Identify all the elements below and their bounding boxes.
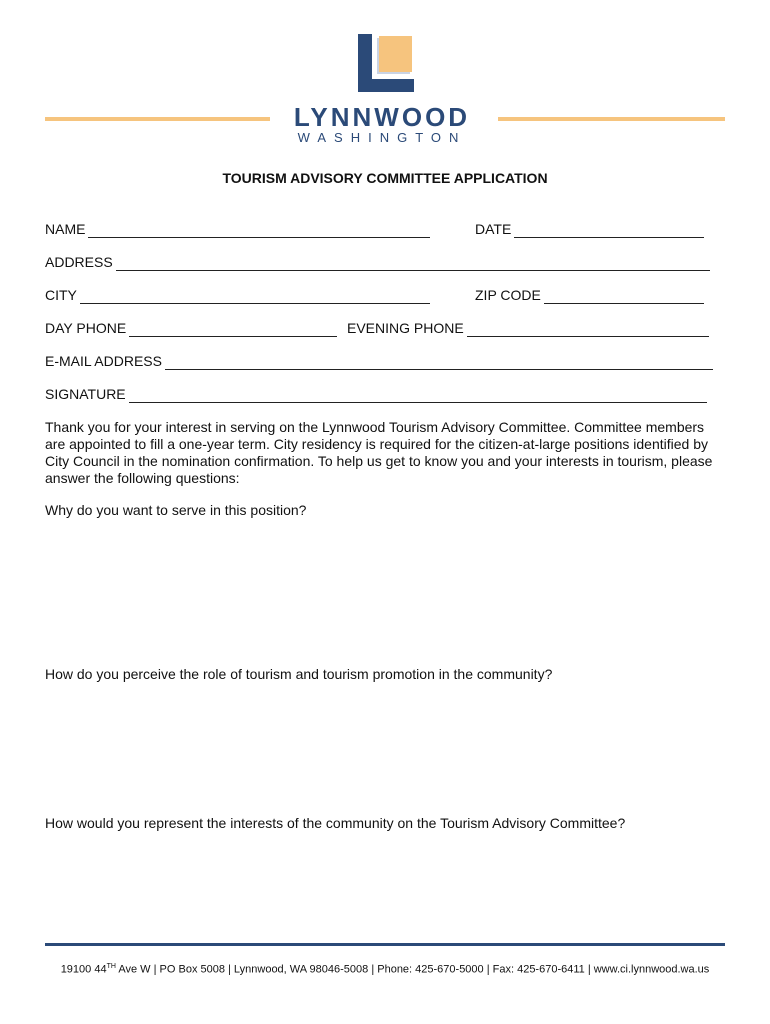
footer-rule — [45, 943, 725, 946]
evening-phone-field[interactable] — [347, 319, 709, 337]
city-field[interactable] — [45, 286, 430, 304]
address-field[interactable] — [45, 253, 710, 271]
logo-subtitle: WASHINGTON — [297, 130, 467, 145]
intro-paragraph: Thank you for your interest in serving on the Lynnwood Tourism Advisory Committee. Committee members are appointed to fill a one-year term. City residency is required for the citizen-at-large positions identified by City Council in the nomination confirmation. To help us get to know you and your interests in tourism, please answer the following questions: — [45, 419, 713, 486]
day-phone-field[interactable] — [45, 319, 337, 337]
name-label: NAME — [45, 221, 86, 237]
question-3: How would you represent the interests of the community on the Tourism Advisory Committee? — [45, 815, 626, 831]
name-line[interactable] — [88, 222, 430, 238]
question-1: Why do you want to serve in this position? — [45, 502, 307, 518]
answer-area-1[interactable] — [45, 525, 725, 655]
logo-name: LYNNWOOD — [293, 102, 471, 132]
footer-address-pre: 19100 44 — [60, 963, 107, 976]
date-line[interactable] — [514, 222, 704, 238]
answer-area-3[interactable] — [45, 838, 725, 933]
answer-area-2[interactable] — [45, 689, 725, 809]
lynnwood-logo-icon — [358, 34, 414, 92]
footer-address-sup: TH — [106, 963, 116, 970]
footer-address-post: Ave W | PO Box 5008 | Lynnwood, WA 98046-5008 | Phone: 425-670-5000 | Fax: 425-670-6411 | www.ci.lynnwood.wa.us — [115, 963, 710, 976]
signature-line[interactable] — [129, 387, 707, 403]
date-label: DATE — [475, 221, 512, 237]
day-phone-label: DAY PHONE — [45, 320, 127, 336]
evening-phone-label: EVENING PHONE — [347, 320, 464, 336]
signature-label: SIGNATURE — [45, 386, 126, 402]
address-line[interactable] — [116, 255, 710, 271]
zip-field[interactable] — [475, 286, 704, 304]
name-field[interactable] — [45, 220, 430, 238]
zip-line[interactable] — [544, 288, 704, 304]
question-2: How do you perceive the role of tourism and tourism promotion in the community? — [45, 666, 553, 682]
email-label: E-MAIL ADDRESS — [45, 353, 162, 369]
email-field[interactable] — [45, 352, 713, 370]
zip-label: ZIP CODE — [475, 287, 541, 303]
date-field[interactable] — [475, 220, 704, 238]
form-title: TOURISM ADVISORY COMMITTEE APPLICATION — [222, 170, 548, 186]
city-label: CITY — [45, 287, 77, 303]
day-phone-line[interactable] — [129, 321, 337, 337]
email-line[interactable] — [165, 354, 713, 370]
header-rule-right — [498, 117, 725, 121]
signature-field[interactable] — [45, 385, 707, 403]
address-label: ADDRESS — [45, 254, 113, 270]
city-line[interactable] — [80, 288, 430, 304]
footer-contact — [0, 963, 770, 976]
header-rule-left — [45, 117, 270, 121]
evening-phone-line[interactable] — [467, 321, 709, 337]
